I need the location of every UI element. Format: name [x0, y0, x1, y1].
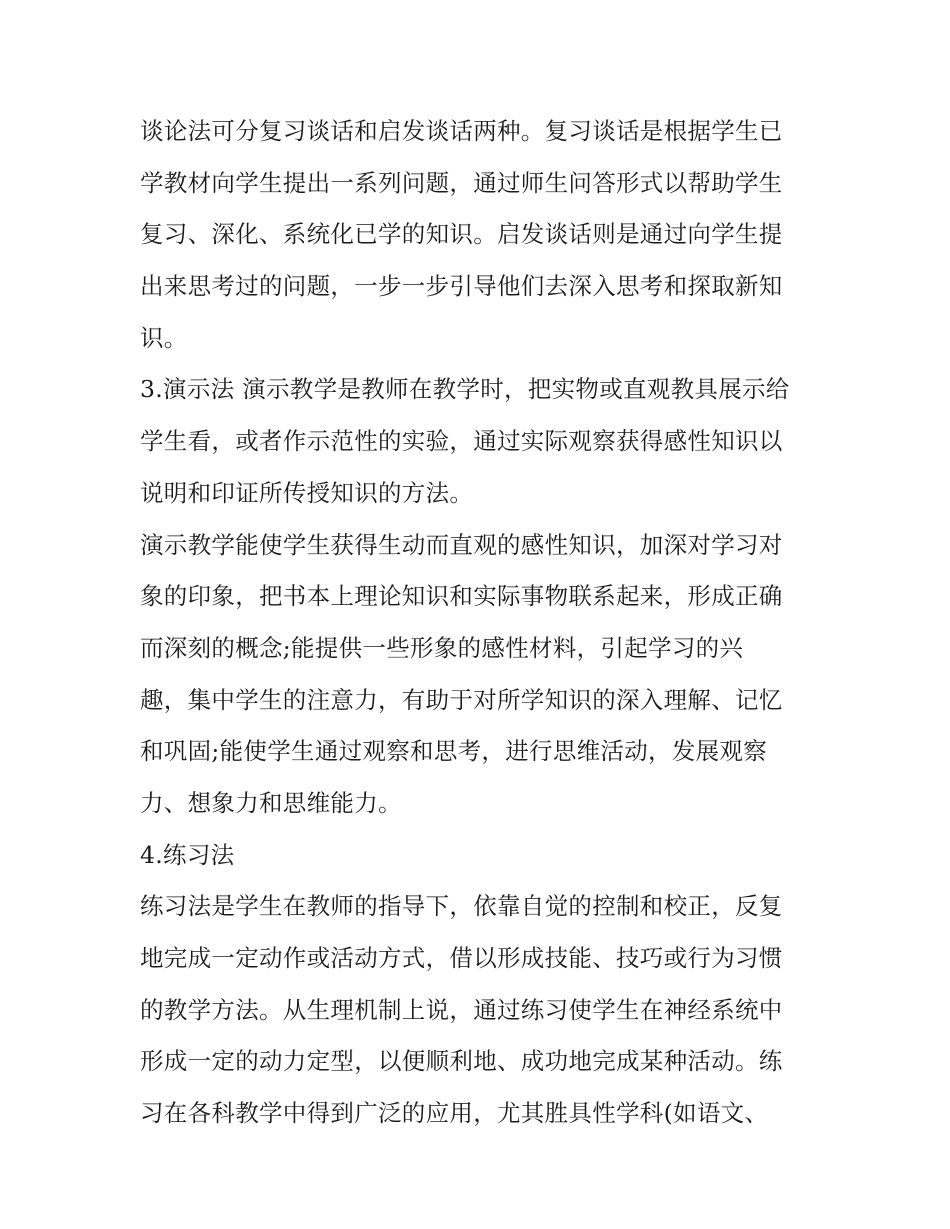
- text-line: 的教学方法。从生理机制上说，通过练习使学生在神经系统中: [140, 995, 783, 1024]
- text-line: 力、想象力和思维能力。: [140, 788, 402, 817]
- text-line: 趣，集中学生的注意力，有助于对所学知识的深入理解、记忆: [140, 685, 783, 714]
- text-line: 习在各科教学中得到广泛的应用，尤其胜具性学科(如语文、: [140, 1099, 769, 1128]
- text-line: 和巩固;能使学生通过观察和思考，进行思维活动，发展观察: [140, 737, 768, 766]
- text-line: 形成一定的动力定型，以便顺利地、成功地完成某种活动。练: [140, 1047, 783, 1076]
- text-line: 学生看，或者作示范性的实验，通过实际观察获得感性知识以: [140, 427, 783, 456]
- section-heading-practice: 4.练习法: [140, 840, 235, 869]
- text-line: 学教材向学生提出一系列问题，通过师生问答形式以帮助学生: [140, 168, 783, 197]
- text-line: 练习法是学生在教师的指导下，依靠自觉的控制和校正，反复: [140, 892, 783, 921]
- text-line: 而深刻的概念;能提供一些形象的感性材料，引起学习的兴: [140, 633, 744, 662]
- text-line: 出来思考过的问题，一步一步引导他们去深入思考和探取新知: [140, 272, 783, 301]
- body-text: [140, 106, 820, 1140]
- text-line: 地完成一定动作或活动方式，借以形成技能、技巧或行为习惯: [140, 944, 783, 972]
- text-line: 识。: [140, 323, 188, 352]
- text-line: 谈论法可分复习谈话和启发谈话两种。复习谈话是根据学生已: [140, 117, 783, 145]
- text-line: 复习、深化、系统化已学的知识。启发谈话则是通过向学生提: [140, 220, 783, 249]
- section-heading-demonstration: 3.演示法 演示教学是教师在教学时，把实物或直观教具展示给: [140, 375, 790, 404]
- text-line: 演示教学能使学生获得生动而直观的感性知识，加深对学习对: [140, 530, 783, 559]
- text-line: 象的印象，把书本上理论知识和实际事物联系起来，形成正确: [140, 582, 783, 611]
- text-line: 说明和印证所传授知识的方法。: [140, 478, 474, 507]
